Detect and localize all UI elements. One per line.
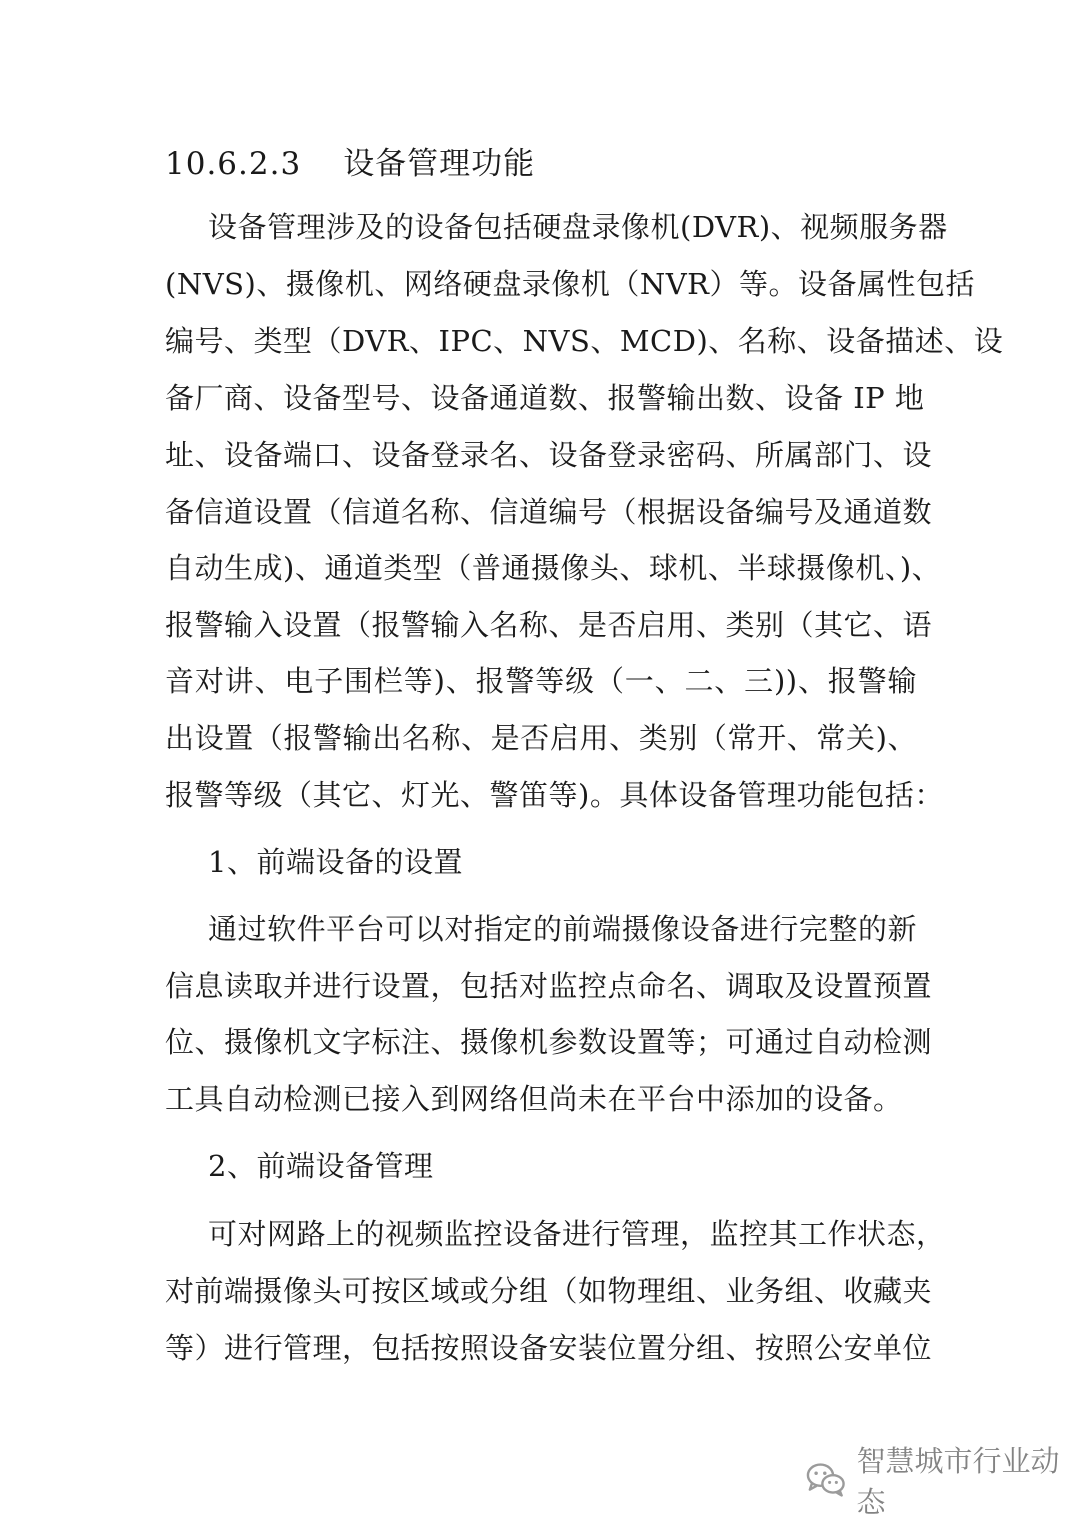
paragraph-line: 报警输入设置（报警输入名称、是否启用、类别（其它、语 <box>165 608 933 642</box>
paragraph-line: 报警等级（其它、灯光、警笛等)。具体设备管理功能包括： <box>165 778 944 812</box>
paragraph-line: 出设置（报警输出名称、是否启用、类别（常开、常关)、 <box>165 721 917 755</box>
paragraph-line: 对前端摄像头可按区域或分组（如物理组、业务组、收藏夹 <box>165 1274 933 1308</box>
paragraph-line: 工具自动检测已接入到网络但尚未在平台中添加的设备。 <box>165 1082 903 1116</box>
paragraph-line: 音对讲、电子围栏等)、报警等级（一、二、三))、报警输 <box>165 664 917 698</box>
paragraph-line: 备信道设置（信道名称、信道编号（根据设备编号及通道数 <box>165 495 933 529</box>
section-title: 设备管理功能 <box>343 146 536 182</box>
section-heading <box>165 138 535 183</box>
paragraph-line: 备厂商、设备型号、设备通道数、报警输出数、设备 IP 地 <box>165 381 925 415</box>
paragraph-line: 址、设备端口、设备登录名、设备登录密码、所属部门、设 <box>165 438 933 472</box>
paragraph-line: 等）进行管理，包括按照设备安装位置分组、按照公安单位 <box>165 1331 933 1365</box>
paragraph-line: 通过软件平台可以对指定的前端摄像设备进行完整的新 <box>208 912 917 946</box>
paragraph-line: 可对网路上的视频监控设备进行管理，监控其工作状态， <box>208 1217 946 1251</box>
paragraph-line: 设备管理涉及的设备包括硬盘录像机(DVR)、视频服务器 <box>208 210 948 244</box>
paragraph-line: (NVS)、摄像机、网络硬盘录像机（NVR）等。设备属性包括 <box>165 267 975 301</box>
paragraph-line: 位、摄像机文字标注、摄像机参数设置等；可通过自动检测 <box>165 1025 933 1059</box>
list-item-heading: 1、前端设备的设置 <box>208 845 463 879</box>
paragraph-line: 编号、类型（DVR、IPC、NVS、MCD)、名称、设备描述、设 <box>165 324 1004 358</box>
paragraph-line: 自动生成)、通道类型（普通摄像头、球机、半球摄像机、)、 <box>165 551 942 585</box>
watermark-text: 智慧城市行业动态 <box>856 1444 1060 1519</box>
section-number: 10.6.2.3 <box>165 146 302 182</box>
paragraph-line: 信息读取并进行设置，包括对监控点命名、调取及设置预置 <box>165 969 933 1003</box>
wechat-icon <box>806 1461 846 1499</box>
list-item-heading: 2、前端设备管理 <box>208 1149 434 1183</box>
watermark <box>806 1444 1080 1519</box>
